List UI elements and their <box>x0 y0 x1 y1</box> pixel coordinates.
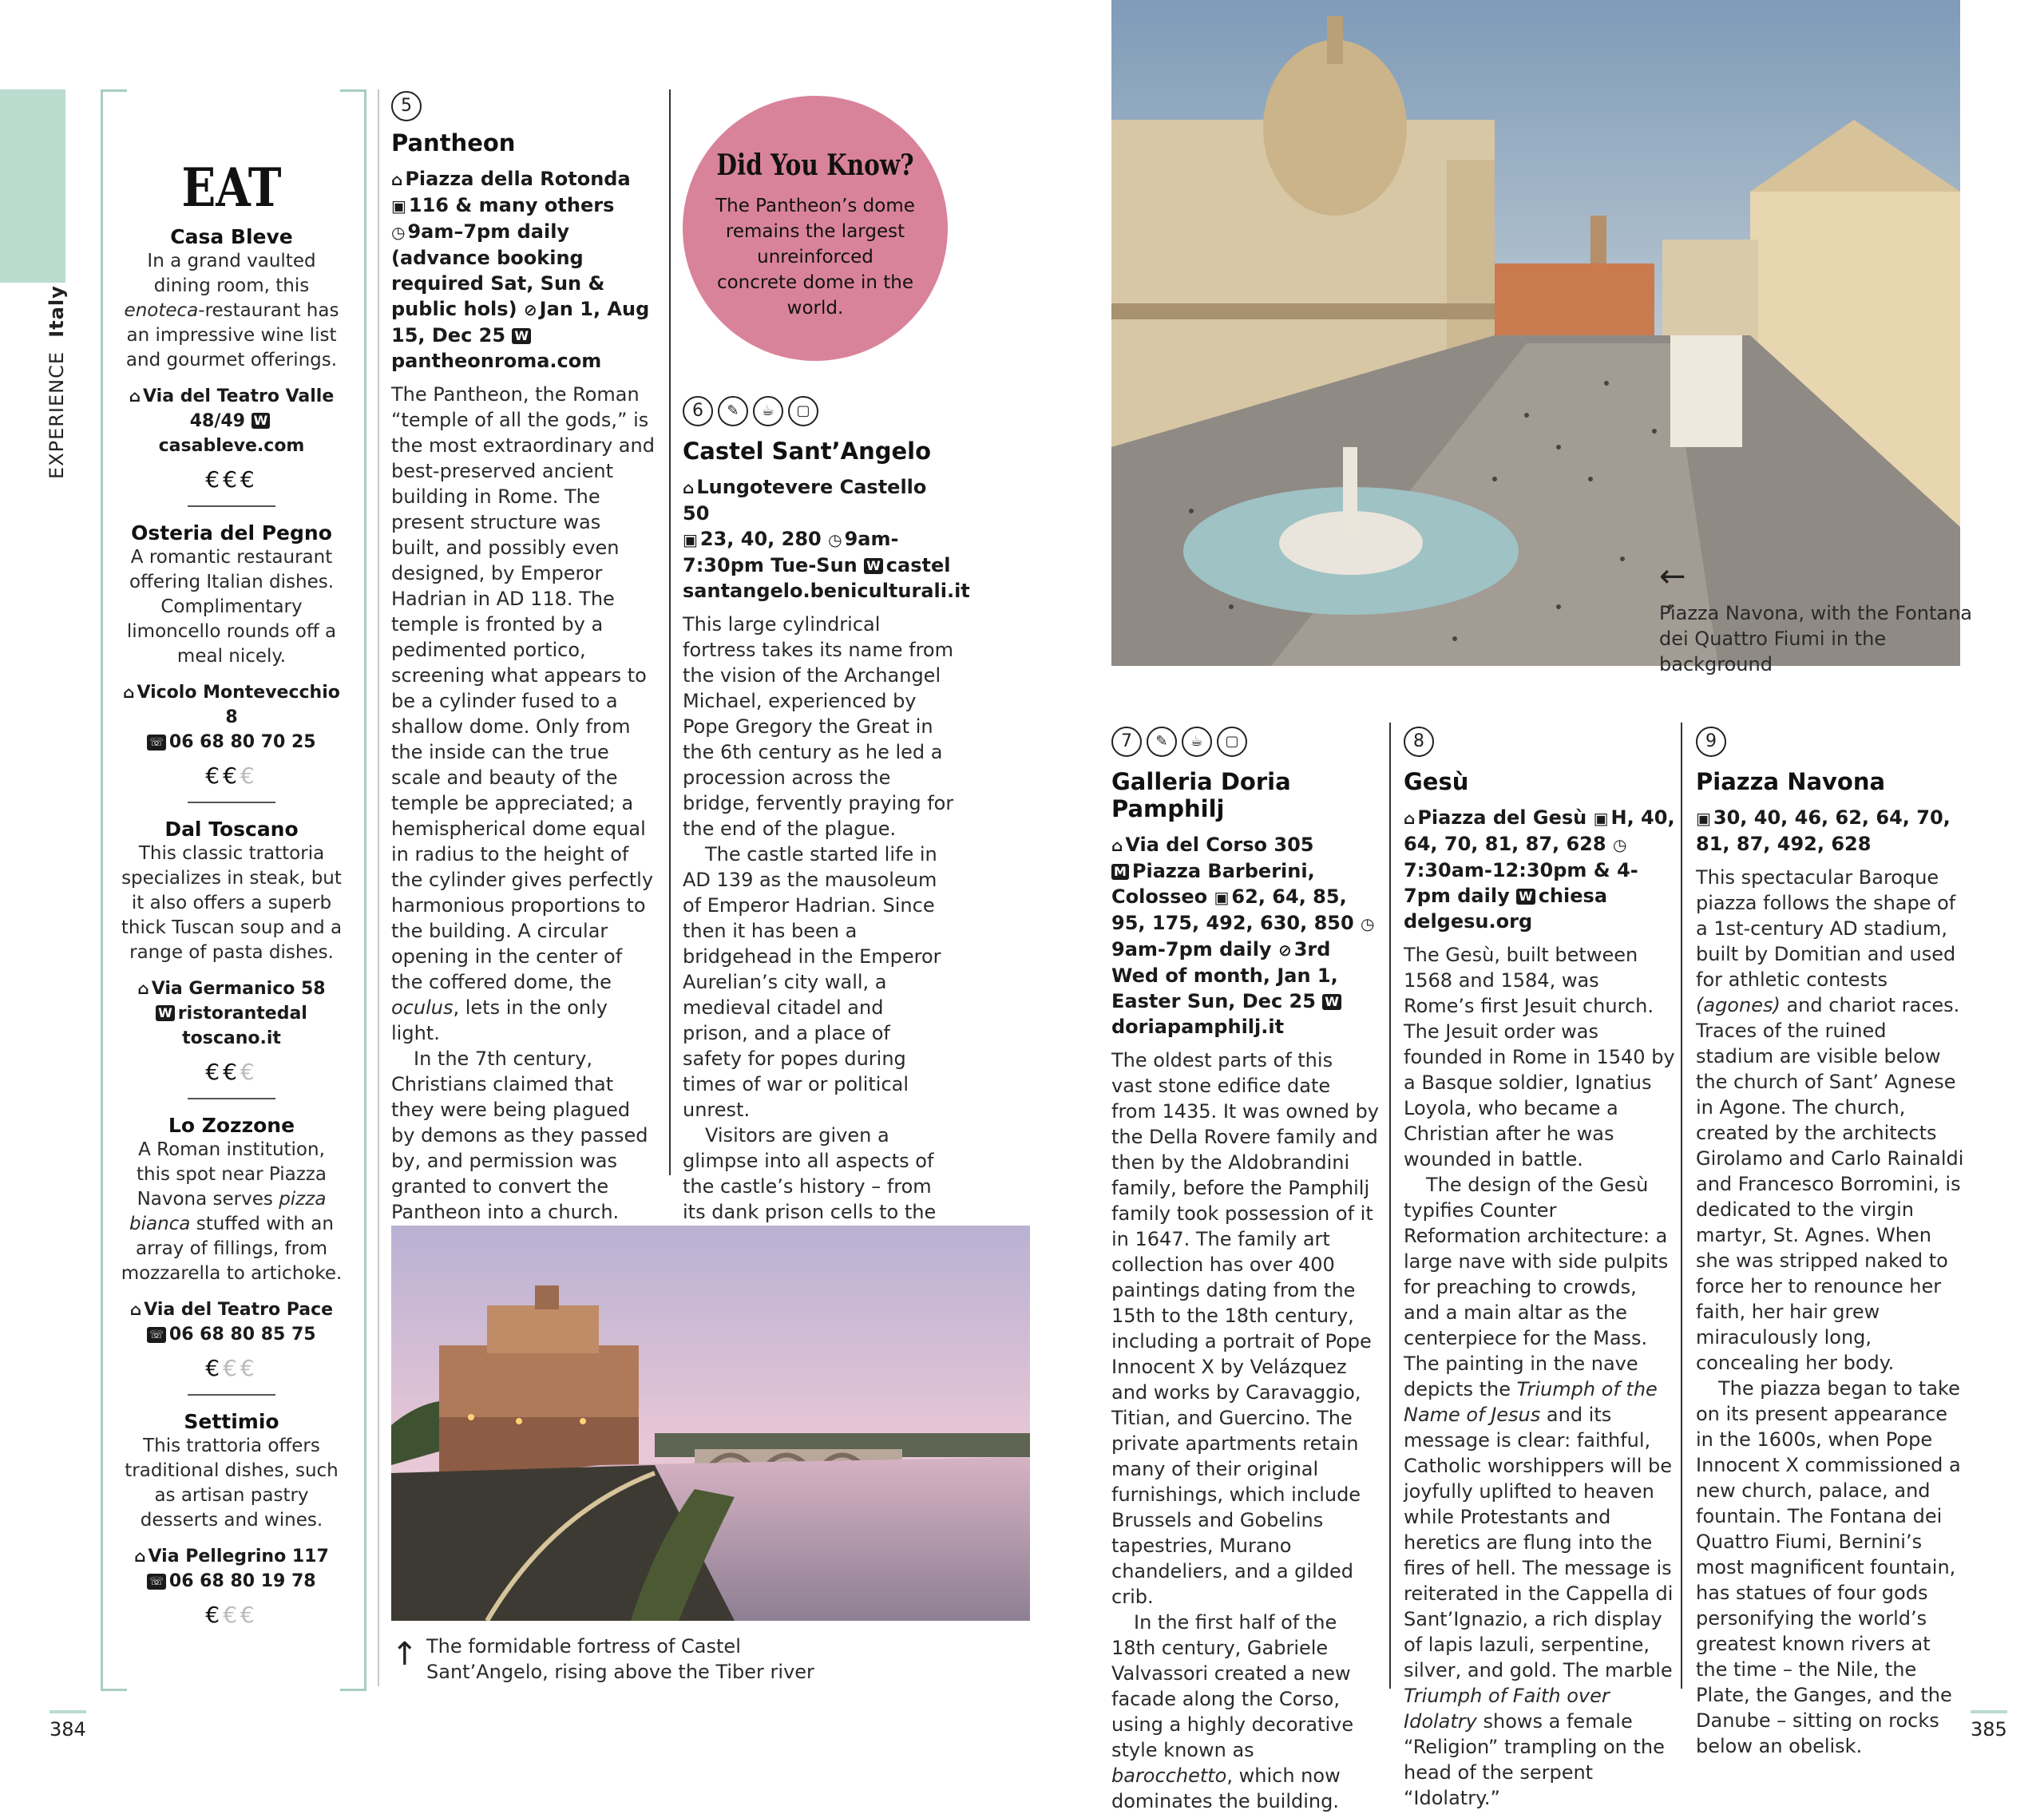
clock-icon: ◷ <box>1361 914 1375 933</box>
eat-item <box>120 1114 343 1381</box>
shop-icon: ▢ <box>1217 727 1247 757</box>
restaurant-web-link[interactable]: ristorantedal toscano.it <box>177 1004 307 1048</box>
pantheon-web-link[interactable]: pantheonroma.com <box>391 350 602 372</box>
caption-text: The formidable fortress of Castel Sant’Angelo, rising above the Tiber river <box>426 1635 814 1683</box>
bus-icon: ▣ <box>1696 809 1711 828</box>
shop-icon: ▢ <box>788 396 818 426</box>
entry-title: Piazza Navona <box>1696 768 1886 795</box>
address-icon: ⌂ <box>391 170 403 189</box>
closed-icon: ⊘ <box>523 300 537 319</box>
eat-item <box>120 1410 343 1628</box>
bus-icon: ▣ <box>1214 888 1230 907</box>
pantheon-entry <box>391 91 655 1404</box>
column-divider <box>378 89 379 1686</box>
entry-title: Galleria Doria Pamphilj <box>1111 768 1291 822</box>
entry-icons <box>1111 727 1379 757</box>
entry-title: Gesù <box>1404 768 1469 795</box>
entry-info: ⌂ Lungotevere Castello 50 ▣ 23, 40, 280 ◷ 9am-7:30pm Tue-Sun W castel santangelo.beniculturali.it <box>683 476 970 602</box>
web-icon: W <box>1322 994 1341 1010</box>
entry-title: Pantheon <box>391 129 516 156</box>
restaurant-info: ⌂ Via Pellegrino 117 ☏ 06 68 80 19 78 <box>120 1544 343 1594</box>
castel-photo-illustration <box>391 1226 1030 1621</box>
eat-item <box>120 225 343 493</box>
page-number-right: 385 <box>1971 1718 2007 1741</box>
entry-body: The Pantheon, the Roman “temple of all the gods,” is the most extraordinary and best-preserved ancient building in Rome. The present structure was built, and possibly even designed, by Emperor Hadrian in AD 118. The temple is fronted by a pedimented portico, screening what appears to be a cylinder fused to a shallow dome. Only from the inside can the true scale and beauty of the temple be appreciated; a hemispherical dome equal in radius to the height of the cylinder gives perfectly harmonious proportions to the building. A circular opening in the center of the coffered dome, the oculus, lets in the only light. In the 7th century, Christians claimed that they were being plagued by demons as they passed by, and permission was granted to convert the Pantheon into a church. <box>391 383 655 1223</box>
price-rating: €€€ <box>205 762 258 789</box>
address-icon: ⌂ <box>129 386 141 406</box>
country-label: Italy <box>46 285 68 338</box>
address-icon: ⌂ <box>134 1547 146 1566</box>
castel-entry <box>683 396 970 1276</box>
restaurant-name: Casa Bleve <box>170 225 293 248</box>
cafe-icon: ☕ <box>1182 727 1212 757</box>
doria-entry <box>1111 727 1379 1814</box>
web-icon: W <box>1516 889 1535 905</box>
bus-icon: ▣ <box>683 530 698 549</box>
restaurant-desc: A romantic restaurant offering Italian dishes. Complimentary limoncello rounds off a meal nicely. <box>126 547 337 667</box>
entry-info: ▣ 30, 40, 46, 62, 64, 70, 81, 87, 492, 628 <box>1696 806 1951 855</box>
restaurant-name: Osteria del Pegno <box>131 521 332 545</box>
entry-number: 9 <box>1696 727 1726 757</box>
did-you-know-title: Did You Know? <box>716 149 914 182</box>
ticket-icon: ✎ <box>718 396 748 426</box>
entry-body: This large cylindrical fortress takes its name from the vision of the Archangel Michael, experienced by Pope Gregory the Great in the 6th century as he led a procession across the bridge, fervently praying for the end of the plague. The castle started life in AD 139 as the mausoleum of Emperor Hadrian. Since then it has been a bridgehead in the Emperor Aurelian’s city wall, a medieval citadel and prison, and a place of safety for popes during times of war or political unrest. Visitors are given a glimpse into all aspects of the castle’s history – from its dank prison cells to the <box>683 613 954 1223</box>
did-you-know-circle <box>683 96 948 361</box>
web-icon: W <box>512 328 531 344</box>
page-number-left-mark <box>50 1710 86 1713</box>
restaurant-name: Settimio <box>184 1410 279 1433</box>
address-icon: ⌂ <box>1404 809 1416 828</box>
entry-number: 7 <box>1111 727 1142 757</box>
page-number-right-mark <box>1971 1710 2007 1713</box>
gesu-entry <box>1404 727 1675 1811</box>
navona-entry <box>1696 727 1964 1759</box>
address-icon: ⌂ <box>129 1300 142 1319</box>
restaurant-desc: A Roman institution, this spot near Piazza Navona serves pizza bianca stuffed with an array of fillings, from mozzarella to artichoke. <box>121 1139 343 1284</box>
restaurant-web-link[interactable]: casableve.com <box>158 436 305 456</box>
closed-icon: ⊘ <box>1278 941 1292 960</box>
side-tab-block <box>0 89 65 283</box>
restaurant-name: Lo Zozzone <box>168 1114 295 1137</box>
restaurant-desc: This classic trattoria specializes in steak, but it also offers a superb thick Tuscan soup and a range of pasta dishes. <box>121 843 343 963</box>
eat-bracket-right <box>340 89 366 1691</box>
entry-title: Castel Sant’Angelo <box>683 438 932 465</box>
phone-icon: ☏ <box>147 735 166 751</box>
price-rating: €€€ <box>205 466 258 493</box>
column-divider <box>669 89 671 1175</box>
cafe-icon: ☕ <box>753 396 783 426</box>
arrow-left-icon: ← <box>1659 558 1686 595</box>
eat-item <box>120 521 343 789</box>
divider <box>188 802 275 803</box>
restaurant-name: Dal Toscano <box>164 818 299 841</box>
clock-icon: ◷ <box>1612 835 1627 854</box>
eat-heading: EAT <box>181 156 282 219</box>
web-icon: W <box>252 413 271 429</box>
bus-icon: ▣ <box>391 196 406 216</box>
restaurant-info: ⌂ Via del Teatro Valle 48/49 Wcasableve.com <box>120 384 343 458</box>
divider <box>188 1098 275 1099</box>
side-tab-label <box>46 285 68 479</box>
entry-number: 6 <box>683 396 713 426</box>
column-divider <box>1389 723 1391 1689</box>
address-icon: ⌂ <box>137 979 149 998</box>
restaurant-desc: In a grand vaulted dining room, this enoteca-restaurant has an impressive wine list and gourmet offerings. <box>124 251 339 370</box>
price-rating: €€€ <box>205 1355 258 1381</box>
entry-body: The Gesù, built between 1568 and 1584, was Rome’s first Jesuit church. The Jesuit order was founded in Rome in 1540 by a Basque soldier, Ignatius Loyola, who became a Christian after he was wounded in battle. The design of the Gesù typifies Counter Reformation architecture: a large nave with side pulpits for preaching to crowds, and a main altar as the centerpiece for the Mass. The painting in the nave depicts the Triumph of the Name of Jesus and its message is clear: faithful, Catholic worshippers will be joyfully uplifted to heaven while Protestants and heretics are flung into the fires of hell. The message is reiterated in the Cappella di Sant’Ignazio, a rich display of lapis lazuli, serpentine, silver, and gold. The marble Triumph of Faith over Idolatry shows a female “Religion” trampling on the head of the serpent “Idolatry.” <box>1404 944 1675 1809</box>
entry-number: 8 <box>1404 727 1434 757</box>
clock-icon: ◷ <box>391 223 406 242</box>
entry-number: 5 <box>391 91 422 121</box>
eat-item <box>120 818 343 1085</box>
gesu-web-link[interactable]: chiesa delgesu.org <box>1404 885 1608 933</box>
clock-icon: ◷ <box>828 530 842 549</box>
web-icon: W <box>156 1005 175 1021</box>
doria-web-link[interactable]: doriapamphilj.it <box>1111 1016 1285 1038</box>
restaurant-info: ⌂ Vicolo Montevecchio 8 ☏ 06 68 80 70 25 <box>120 680 343 755</box>
address-icon: ⌂ <box>123 683 135 702</box>
divider <box>188 505 275 507</box>
entry-info: ⌂ Piazza del Gesù ▣ H, 40, 64, 70, 81, 87, 628 ◷7:30am-12:30pm & 4-7pm daily W chiesa delgesu.org <box>1404 806 1675 933</box>
caption-text: Piazza Navona, with the Fontana dei Quattro Fiumi in the background <box>1659 602 1973 675</box>
castel-caption <box>391 1634 838 1685</box>
ticket-icon: ✎ <box>1147 727 1177 757</box>
restaurant-info: ⌂ Via Germanico 58 W ristorantedal toscano.it <box>120 976 343 1051</box>
castel-web-link[interactable]: castel santangelo.beniculturali.it <box>683 554 970 602</box>
column-divider <box>1681 723 1682 1689</box>
restaurant-info: ⌂ Via del Teatro Pace ☏ 06 68 80 85 75 <box>120 1297 343 1347</box>
navona-caption <box>1659 559 1979 677</box>
divider <box>188 1394 275 1396</box>
restaurant-desc: This trattoria offers traditional dishes, such as artisan pastry desserts and wines. <box>125 1436 339 1531</box>
entry-info: ⌂ Piazza della Rotonda ▣ 116 & many others ◷ 9am–7pm daily (advance booking required Sat, Sun & public hols) ⊘ Jan 1, Aug 15, Dec 25 Wpantheonroma.com <box>391 168 650 372</box>
eat-sidebar <box>120 156 343 1628</box>
castel-photo <box>391 1226 1030 1621</box>
address-icon: ⌂ <box>1111 836 1123 855</box>
price-rating: €€€ <box>205 1602 258 1628</box>
section-label: EXPERIENCE <box>46 351 68 479</box>
page-number-left: 384 <box>50 1718 86 1741</box>
phone-icon: ☏ <box>147 1574 166 1590</box>
entry-info: ⌂ Via del Corso 305 M Piazza Barberini, Colosseo ▣ 62, 64, 85, 95, 175, 492, 630, 850 ◷9am-7pm daily ⊘ 3rd Wed of month, Jan 1, Easter Sun, Dec 25 Wdoriapamphilj.it <box>1111 834 1375 1038</box>
bus-icon: ▣ <box>1593 809 1609 828</box>
arrow-up-icon: ↑ <box>391 1636 418 1673</box>
price-rating: €€€ <box>205 1059 258 1085</box>
entry-body: The oldest parts of this vast stone edifice date from 1435. It was owned by the Della Rovere family and then by the Aldobrandini family, before the Pamphilj family took possession of it in 1647. The family art collection has over 400 paintings dating from the 15th to the 18th century, including a portrait of Pope Innocent X by Velázquez and works by Caravaggio, Titian, and Guercino. The private apartments retain many of their original furnishings, which include Brussels and Gobelins tapestries, Murano chandeliers, and a gilded crib. In the first half of the 18th century, Gabriele Valvassori created a new facade along the Corso, using a highly decorative style known as barocchetto, which now dominates the building. <box>1111 1049 1379 1812</box>
metro-icon: M <box>1111 864 1129 880</box>
web-icon: W <box>864 558 883 574</box>
entry-icons <box>683 396 954 426</box>
phone-icon: ☏ <box>147 1327 166 1343</box>
address-icon: ⌂ <box>683 478 695 497</box>
entry-body: This spectacular Baroque piazza follows the shape of a 1st-century AD stadium, built by Domitian and used for athletic contests (agones) and chariot races. Traces of the ruined stadium are visible below the church of Sant’ Agnese in Agone. The church, created by the architects Girolamo and Carlo Rainaldi and Francesco Borromini, is dedicated to the virgin martyr, St. Agnes. When she was stripped naked to force her to renounce her faith, her hair grew miraculously long, concealing her body. The piazza began to take on its present appearance in the 1600s, when Pope Innocent X commissioned a new church, palace, and fountain. The Fontana dei Quattro Fiumi, Bernini’s most magnificent fountain, has statues of four gods personifying the world’s greatest known rivers at the time – the Nile, the Plate, the Ganges, and the Danube – sitting on rocks below an obelisk. <box>1696 866 1964 1757</box>
did-you-know-text: The Pantheon’s dome remains the largest unreinforced concrete dome in the world. <box>715 196 915 319</box>
